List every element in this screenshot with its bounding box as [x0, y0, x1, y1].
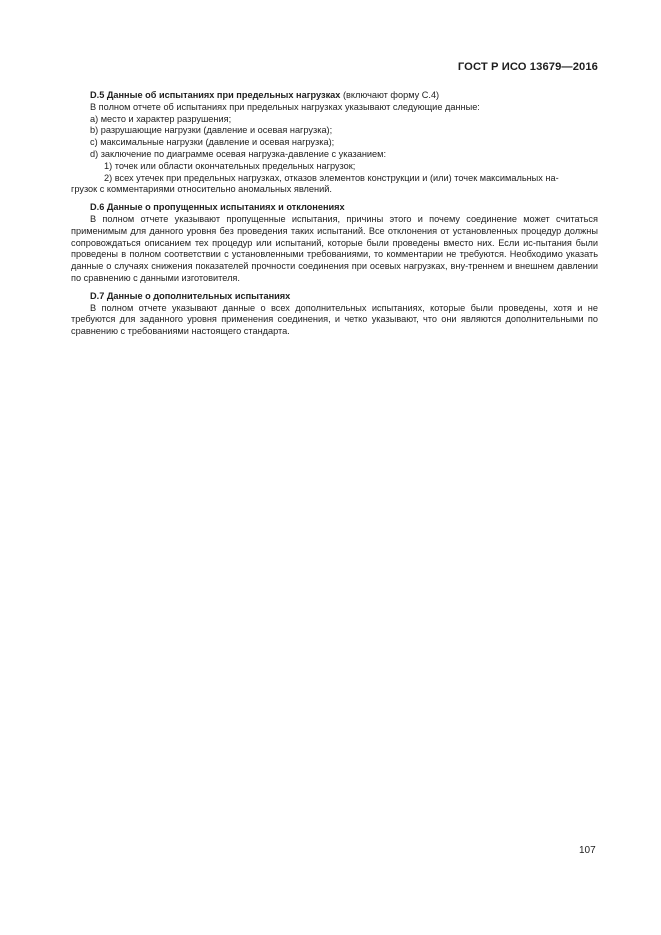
section-d5-item-d: d) заключение по диаграмме осевая нагрузка-давление с указанием:	[90, 148, 387, 159]
page-number: 107	[579, 845, 596, 856]
section-d5-title-note: (включают форму С.4)	[340, 90, 440, 100]
section-d5-intro: В полном отчете об испытаниях при предельных нагрузках указывают следующие данные:	[90, 101, 480, 112]
section-d7-body: В полном отчете указывают данные о всех дополнительных испытаниях, которые были проведены, хотя и не требуются для заданного уровня применения соединения, и четко указывают, что они являются дополнительными по сравнению с требованиями настоящего стандарта.	[71, 302, 598, 337]
document-header: ГОСТ Р ИСО 13679—2016	[457, 61, 598, 73]
section-d5-heading	[71, 90, 598, 102]
document-body	[71, 90, 598, 338]
section-d5-subitem-1: 1) точек или области окончательных предельных нагрузок;	[104, 160, 356, 171]
section-d5-item-b: b) разрушающие нагрузки (давление и осевая нагрузка);	[90, 125, 333, 136]
section-d6-body: В полном отчете указывают пропущенные испытания, причины этого и почему соединение может считаться применимым для данного уровня без проведения таких испытаний. Все отклонения от установленных процедур должны сопровождаться описанием тех процедур или испытаний, которые были проведены вместо них. Если ис-пытания были проведены в полном соответствии с установленными требованиями, то комментарии не требуются. Необходимо указать данные о случаях снижения показателей прочности соединения при осевых нагрузках, вну-треннем и внешнем давлении по сравнению с данными изготовителя.	[71, 213, 598, 283]
section-d5-continuation: грузок с комментариями относительно аномальных явлений.	[71, 184, 332, 195]
section-d6-heading: D.6 Данные о пропущенных испытаниях и отклонениях	[90, 202, 345, 213]
section-d5-subitem-2: 2) всех утечек при предельных нагрузках, отказов элементов конструкции и (или) точек максимальных на-	[104, 172, 559, 183]
section-d5-title: D.5 Данные об испытаниях при предельных нагрузках	[90, 90, 341, 100]
section-d5-item-c: c) максимальные нагрузки (давление и осевая нагрузка);	[90, 137, 335, 148]
section-d5-item-a: a) место и характер разрушения;	[90, 113, 232, 124]
section-d7-heading: D.7 Данные о дополнительных испытаниях	[90, 290, 291, 301]
